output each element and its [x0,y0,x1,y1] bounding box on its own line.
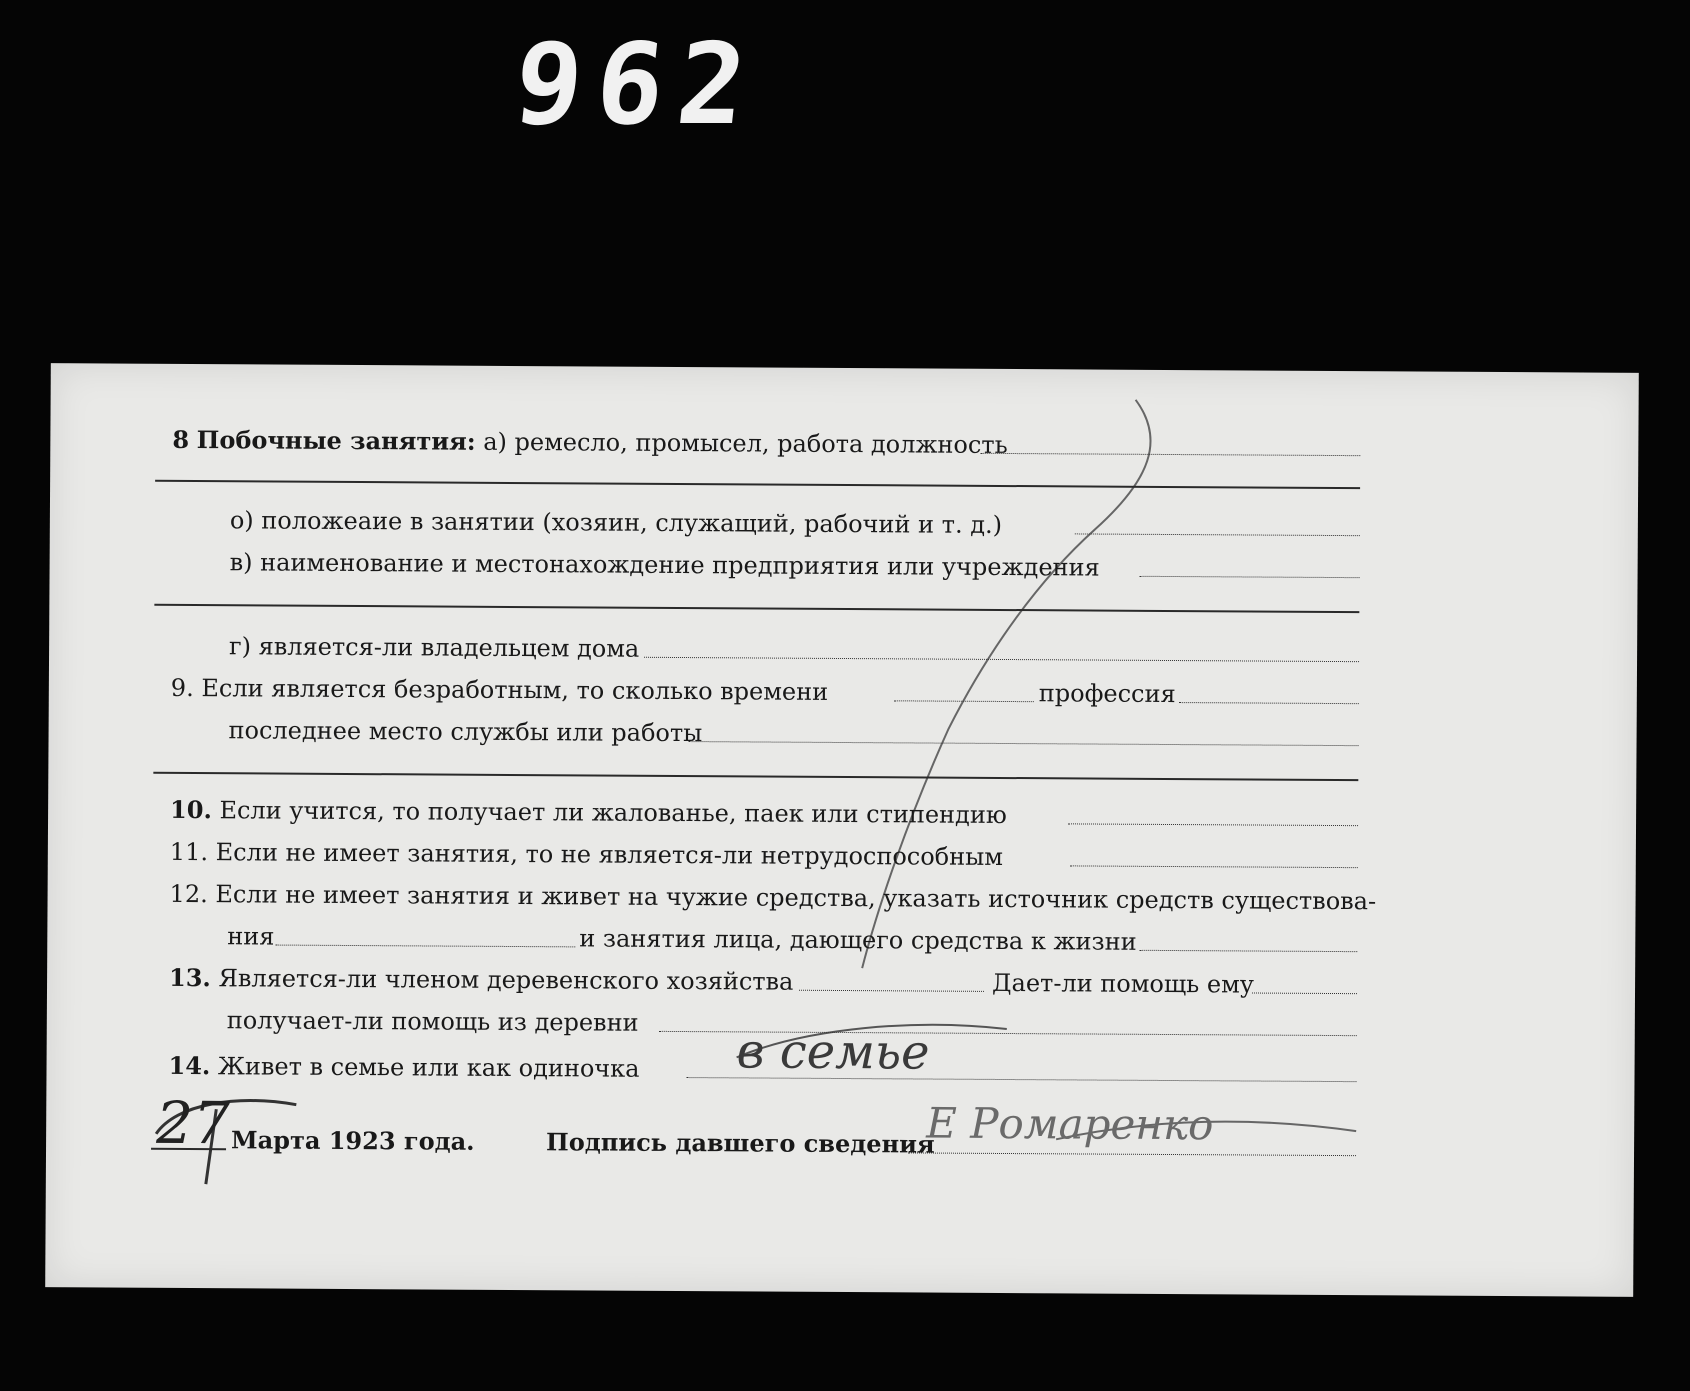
q10-line [170,796,1007,829]
q12-text-c: и занятия лица, дающего средства к жизни [579,924,1137,956]
q11-text: Если не имеет занятия, то не является-ли нетрудоспособным [215,838,1004,871]
q13-text-b: Дает-ли помощь ему [991,968,1254,999]
q11-number: 11. [169,837,209,867]
q8-d-field[interactable] [644,657,1359,662]
q10-field[interactable] [1068,823,1358,826]
q12-occupation-field[interactable] [1139,950,1357,952]
q8-title: Побочные занятия: [196,425,476,456]
handwritten-signature: Е Ромаренко [926,1098,1214,1150]
q9-profession-label: профессия [1038,679,1176,709]
q8-number: 8 [172,424,190,455]
q13-help-field[interactable] [1252,993,1357,995]
q8-d-label: г) является-ли владельцем дома [229,632,640,663]
q13-text-c: получает-ли помощь из деревни [226,1006,639,1037]
q9-text-a: Если является безработным, то сколько времени [201,674,829,706]
q9-extra-line[interactable] [153,772,1358,781]
q12-line-a [170,880,1377,915]
q14-handwritten-answer: в семье [736,1023,930,1081]
q9-number: 9. [170,673,194,703]
q8-c-label: в) наименование и местонахождение предприятия или учреждения [229,548,1100,582]
q8-b-field[interactable] [1075,533,1360,536]
frame-number: 962 [508,20,767,150]
q14-line [168,1052,639,1083]
q10-number: 10. [170,794,212,825]
q9-profession-field[interactable] [1179,702,1359,704]
signature-field[interactable] [908,1152,1356,1156]
q13-member-field[interactable] [799,990,984,992]
q14-number: 14. [168,1050,211,1081]
q12-text-b: ния [227,922,275,951]
q8-b-label: о) положеаие в занятии (хозяин, служащий, рабочий и т. д.) [229,506,1003,539]
q12-source-field[interactable] [275,945,575,948]
q13-number: 13. [168,962,211,993]
q14-text: Живет в семье или как одиночка [217,1052,640,1083]
q8-line-a [172,426,1008,459]
handwritten-day: 27 [155,1088,231,1158]
q8-a-label: а) ремесло, промысел, работа должность [483,427,1008,460]
q9-last-job-field[interactable] [689,741,1359,746]
q11-line [170,838,1003,871]
q9-text-c: последнее место службы или работы [228,716,703,748]
census-form-card [45,363,1639,1297]
q9-duration-field[interactable] [894,700,1034,702]
q8-a-field[interactable] [980,453,1360,456]
q13-line-a [169,964,794,996]
q11-field[interactable] [1070,865,1358,868]
signature-label: Подпись давшего сведения [546,1127,935,1159]
q8-c-field[interactable] [1140,576,1360,578]
q12-number: 12. [169,879,208,909]
date-text: Марта 1923 года. [231,1125,475,1156]
q10-text: Если учится, то получает ли жалованье, паек или стипендию [219,796,1007,830]
q8-a-extra-line[interactable] [155,480,1360,489]
q9-line-a [171,674,828,706]
q8-c-extra-line[interactable] [154,604,1359,613]
q13-text-a: Является-ли членом деревенского хозяйства [218,964,794,996]
q12-text-a: Если не имеет занятия и живет на чужие средства, указать источник средств существова- [215,880,1377,916]
